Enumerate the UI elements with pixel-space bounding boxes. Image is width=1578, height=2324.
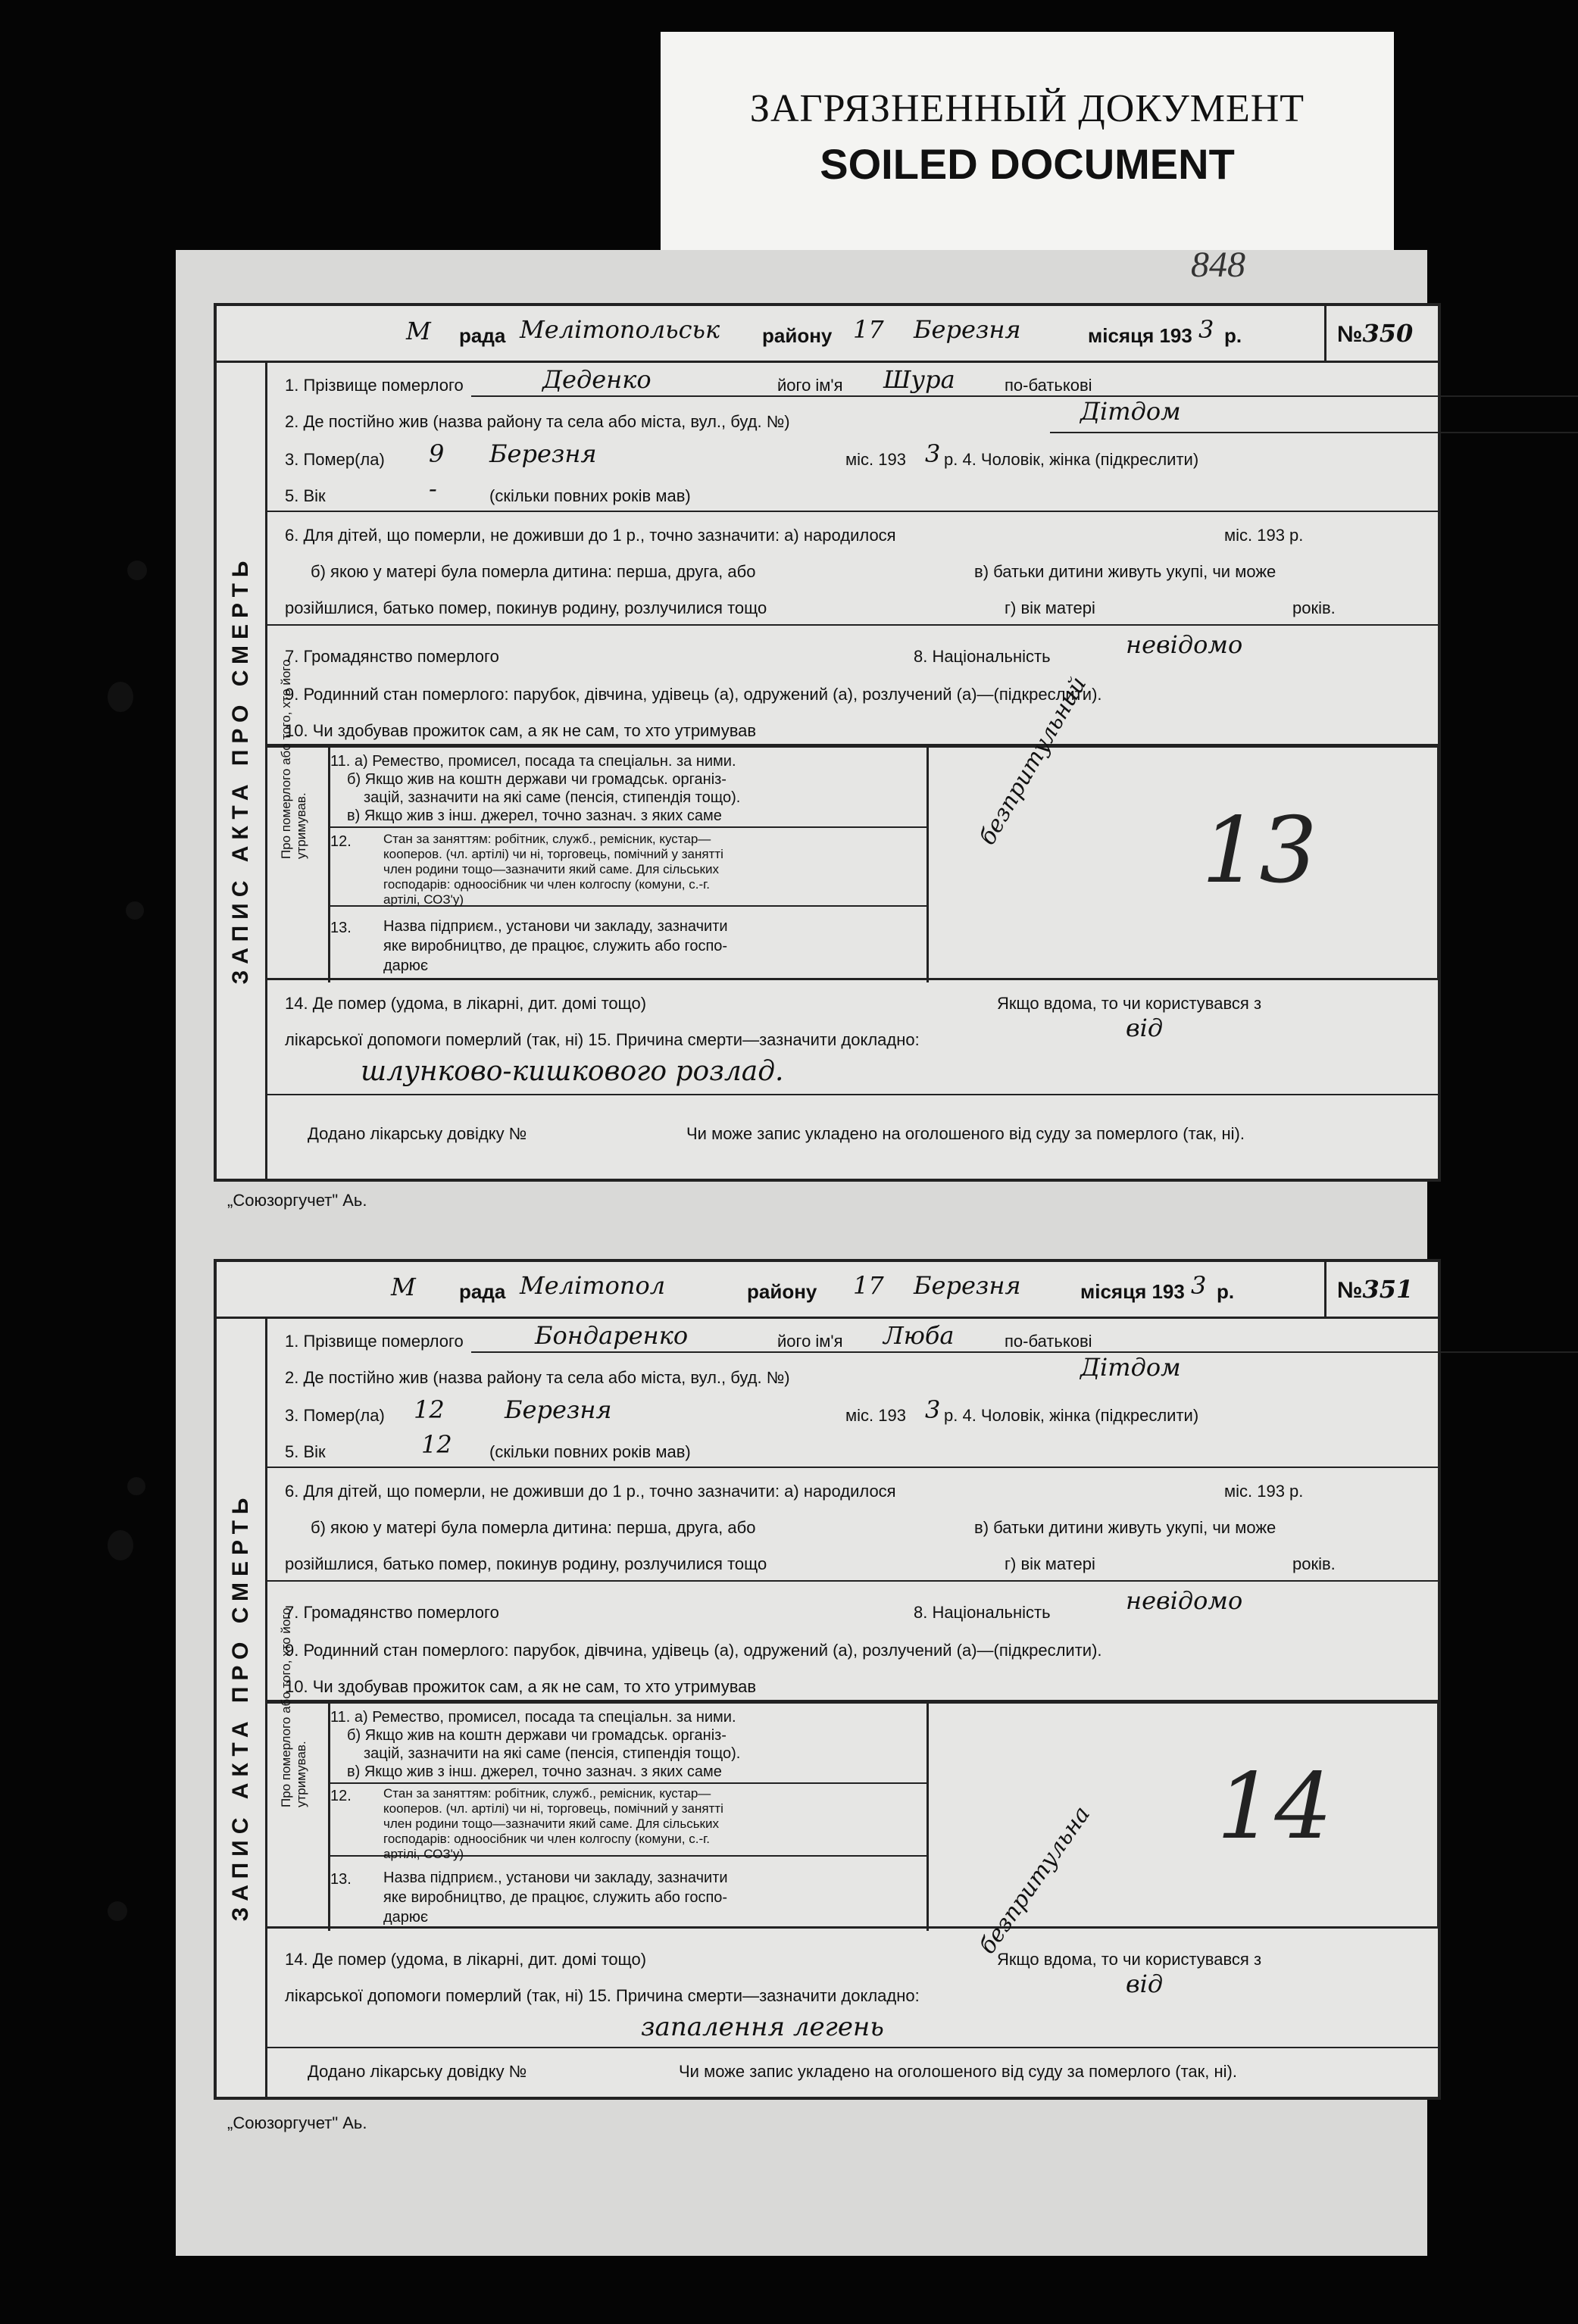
record-year-digit: 3	[1198, 315, 1214, 344]
record-number-box	[1324, 1262, 1438, 1317]
field-3-label: 3. Помер(ла)	[285, 1406, 385, 1425]
field-6c2-label: г) вік матері	[1005, 1554, 1095, 1573]
ink-blot	[108, 682, 133, 712]
footer-imprint: „Союзоргучет" Аь.	[227, 2113, 367, 2132]
field-10-label: 10. Чи здобував прожиток сам, а як не сам, то хто утримував	[285, 721, 757, 740]
field-1-name: Шура	[883, 365, 955, 394]
field-2-label: 2. Де постійно жив (назва району та села або міста, вул., буд. №)	[285, 1368, 790, 1387]
field-5b-label: (скільки повних років мав)	[489, 486, 691, 505]
form-header	[217, 306, 1438, 363]
row-divider	[328, 826, 926, 828]
sheet-number: 848	[1191, 245, 1245, 285]
field-3-day: 9	[429, 439, 445, 468]
underline	[1050, 432, 1578, 433]
dodano-label: Додано лікарську довідку №	[308, 2062, 527, 2081]
occupation-value: безпритульна	[974, 1801, 1096, 1960]
field-11d-label: в) Якщо жив з інш. джерел, точно зазнач. з яких саме	[347, 807, 722, 824]
field-6b-label: б) якою у матері була померла дитина: перша, друга, або	[311, 562, 756, 581]
dodano-label: Додано лікарську довідку №	[308, 1124, 527, 1143]
rayonu-label: району	[747, 1280, 817, 1303]
council-name: Мелітопол	[520, 1271, 666, 1300]
field-1-name: Люба	[883, 1321, 955, 1350]
field-14-label: 14. Де помер (удома, в лікарні, дит. домі тощо)	[285, 1950, 647, 1969]
field-2-residence: Дітдом	[1080, 1353, 1181, 1382]
side-title: ЗАПИС АКТА ПРО СМЕРТЬ	[228, 554, 253, 985]
field-6a2-label: міс. 193 р.	[1224, 526, 1304, 545]
field-12d-label: господарів: одноосібник чи член колгоспу (комуни, с.-г.	[383, 877, 710, 892]
field-10-label: 10. Чи здобував прожиток сам, а як не сам, то хто утримував	[285, 1677, 757, 1696]
field-1c-label: по-батькові	[1005, 376, 1092, 395]
field-14b-label: Якщо вдома, то чи користувався з	[997, 1950, 1262, 1969]
occupation-value: безпритульний	[974, 672, 1092, 850]
field-3-year: 3	[925, 1395, 941, 1424]
field-11d-label: в) Якщо жив з інш. джерел, точно зазнач. з яких саме	[347, 1763, 722, 1780]
field-6a-label: 6. Для дітей, що померли, не доживши до 1 р., точно зазначити: а) народилося	[285, 526, 896, 545]
field-12-label: 12.	[330, 1788, 352, 1804]
field-6c2-label: г) вік матері	[1005, 598, 1095, 617]
underline	[267, 511, 1441, 512]
field-1-surname: Деденко	[542, 365, 652, 394]
underline	[267, 1467, 1441, 1468]
rada-label: рада	[459, 324, 506, 347]
field-6b-label: б) якою у матері була померла дитина: перша, друга, або	[311, 1518, 756, 1537]
occupation-value-divider	[926, 1704, 929, 1931]
field-14b-label: Якщо вдома, то чи користувався з	[997, 994, 1262, 1013]
r-label: р.	[1217, 1280, 1235, 1303]
field-15-label: лікарської допомоги померлий (так, ні) 15. Причина смерти—зазначити докладно:	[285, 1030, 920, 1049]
death-record-form-350	[214, 303, 1441, 1182]
ink-blot	[127, 1477, 145, 1495]
field-5-label: 5. Вік	[285, 486, 326, 505]
field-15-cause: запалення легень	[641, 2012, 884, 2042]
field-2-label: 2. Де постійно жив (назва району та села або міста, вул., буд. №)	[285, 412, 790, 431]
field-3-month: Березня	[489, 439, 597, 468]
field-6c3-label: років.	[1292, 1554, 1336, 1573]
field-8-nationality: невідомо	[1126, 630, 1243, 659]
field-3-month: Березня	[505, 1395, 612, 1424]
field-3-label: 3. Помер(ла)	[285, 450, 385, 469]
field-11a-label: 11. а) Ремество, промисел, посада та спеціальн. за ними.	[330, 1709, 736, 1726]
field-2-residence: Дітдом	[1080, 397, 1181, 426]
record-day: 17	[853, 315, 884, 344]
field-12c-label: член родини тощо—зазначити який саме. Для сільських	[383, 862, 719, 876]
field-13c-label: дарює	[383, 957, 429, 974]
field-1b-label: його ім'я	[777, 1332, 843, 1351]
chy-label: Чи може запис укладено на оголошеного від суду за померлого (так, ні).	[679, 2062, 1237, 2081]
ink-blot	[126, 901, 144, 920]
field-5-label: 5. Вік	[285, 1442, 326, 1461]
ink-blot	[108, 1530, 133, 1560]
soiled-document-label	[661, 32, 1394, 251]
form-header	[217, 1262, 1438, 1319]
field-6c-label: розійшлися, батько помер, покинув родину, розлучилися тощо	[285, 1554, 767, 1573]
record-day: 17	[853, 1271, 884, 1300]
field-5-age: 12	[421, 1430, 452, 1459]
field-5-age: -	[429, 474, 437, 503]
record-number-box	[1324, 306, 1438, 361]
field-7-label: 7. Громадянство померлого	[285, 1603, 499, 1622]
district-prefix: М	[406, 317, 431, 345]
field-6a-label: 6. Для дітей, що померли, не доживши до 1 р., точно зазначити: а) народилося	[285, 1482, 896, 1501]
field-11a-label: 11. а) Ремество, промисел, посада та спеціальн. за ними.	[330, 753, 736, 770]
field-6c3-label: років.	[1292, 598, 1336, 617]
field-3b-label: міс. 193	[845, 1406, 906, 1425]
field-11b-label: б) Якщо жив на коштн держави чи громадськ. організ-	[347, 1727, 727, 1744]
district-prefix: М	[391, 1273, 416, 1301]
field-15-prefix: від	[1126, 1969, 1164, 1998]
record-number: 351	[1362, 1275, 1414, 1304]
field-5b-label: (скільки повних років мав)	[489, 1442, 691, 1461]
misyatsya-label: місяця 193	[1088, 324, 1192, 347]
underline	[471, 1351, 1578, 1353]
field-6a2-label: міс. 193 р.	[1224, 1482, 1304, 1501]
field-6b2-label: в) батьки дитини живуть укупі, чи може	[974, 1518, 1276, 1537]
field-1-surname: Бондаренко	[535, 1321, 689, 1350]
field-11c-label: зацій, зазначити на які саме (пенсія, стипендія тощо).	[364, 1745, 741, 1762]
r-label: р.	[1224, 324, 1242, 347]
field-12a-label: Стан за заняттям: робітник, служб., ремісник, кустар—	[383, 832, 711, 846]
field-1-label: 1. Прізвище померлого	[285, 1332, 464, 1351]
underline	[471, 395, 1578, 397]
field-6c-label: розійшлися, батько помер, покинув родину, розлучилися тощо	[285, 598, 767, 617]
field-12d-label: господарів: одноосібник чи член колгоспу (комуни, с.-г.	[383, 1832, 710, 1846]
field-13b-label: яке виробництво, де працює, служить або госпо-	[383, 1889, 728, 1906]
field-8-label: 8. Національність	[914, 647, 1051, 666]
underline	[267, 624, 1441, 626]
field-8-label: 8. Національність	[914, 1603, 1051, 1622]
field-12b-label: кооперов. (чл. артілі) чи ні, торговець, помічний у занятті	[383, 1801, 723, 1816]
field-15-label: лікарської допомоги померлий (так, ні) 15. Причина смерти—зазначити докладно:	[285, 1986, 920, 2005]
underline	[267, 1580, 1441, 1582]
field-1-label: 1. Прізвище померлого	[285, 376, 464, 395]
chy-label: Чи може запис укладено на оголошеного від суду за померлого (так, ні).	[686, 1124, 1245, 1143]
field-11c-label: зацій, зазначити на які саме (пенсія, стипендія тощо).	[364, 789, 741, 806]
misyatsya-label: місяця 193	[1080, 1280, 1185, 1303]
field-12e-label: артілі, СОЗ'у)	[383, 1847, 464, 1861]
underline	[267, 1094, 1441, 1095]
footer-imprint: „Союзоргучет" Аь.	[227, 1191, 367, 1210]
field-13a-label: Назва підприєм., установи чи закладу, зазначити	[383, 918, 728, 935]
field-3c-label: р. 4. Чоловік, жінка (підкреслити)	[944, 1406, 1199, 1425]
field-11b-label: б) Якщо жив на коштн держави чи громадськ. організ-	[347, 771, 727, 788]
field-6b2-label: в) батьки дитини живуть укупі, чи може	[974, 562, 1276, 581]
occupation-code: 13	[1201, 798, 1317, 904]
field-3-day: 12	[414, 1395, 445, 1424]
no-label: №	[1337, 322, 1363, 347]
no-label: №	[1337, 1278, 1363, 1303]
field-12-label: 12.	[330, 833, 352, 850]
field-13-label: 13.	[330, 920, 352, 936]
field-9-label: 9. Родинний стан померлого: парубок, дівчина, удівець (а), одружений (а), розлучений (а)—(підкреслити).	[285, 1641, 1102, 1660]
field-1c-label: по-батькові	[1005, 1332, 1092, 1351]
occupation-value-divider	[926, 748, 929, 982]
field-12e-label: артілі, СОЗ'у)	[383, 892, 464, 907]
occupation-side-divider	[328, 748, 330, 982]
ink-blot	[127, 561, 147, 580]
field-13-label: 13.	[330, 1871, 352, 1888]
field-3-year: 3	[925, 439, 941, 468]
record-year-digit: 3	[1191, 1271, 1207, 1300]
field-13a-label: Назва підприєм., установи чи закладу, зазначити	[383, 1870, 728, 1886]
record-number: 350	[1362, 319, 1414, 348]
occupation-code: 14	[1217, 1754, 1333, 1860]
occupation-side-divider	[328, 1704, 330, 1931]
death-record-form-351	[214, 1259, 1441, 2100]
field-1b-label: його ім'я	[777, 376, 843, 395]
field-13b-label: яке виробництво, де працює, служить або госпо-	[383, 938, 728, 954]
field-7-label: 7. Громадянство померлого	[285, 647, 499, 666]
side-title-column	[217, 1317, 267, 2097]
side-title-column	[217, 361, 267, 1179]
field-8-nationality: невідомо	[1126, 1586, 1243, 1615]
rayonu-label: району	[762, 324, 833, 347]
rada-label: рада	[459, 1280, 506, 1303]
row-divider	[328, 1782, 926, 1784]
underline	[267, 2047, 1441, 2048]
field-13c-label: дарює	[383, 1909, 429, 1926]
occupation-side-label: Про померлого або того, хто його утримував.	[279, 1607, 308, 1807]
record-month: Березня	[914, 1271, 1021, 1300]
record-month: Березня	[914, 315, 1021, 344]
field-15-prefix: від	[1126, 1014, 1164, 1042]
field-12a-label: Стан за заняттям: робітник, служб., ремісник, кустар—	[383, 1786, 711, 1801]
field-14-label: 14. Де помер (удома, в лікарні, дит. домі тощо)	[285, 994, 647, 1013]
field-12c-label: член родини тощо—зазначити який саме. Для сільських	[383, 1816, 719, 1831]
field-12b-label: кооперов. (чл. артілі) чи ні, торговець, помічний у занятті	[383, 847, 723, 861]
label-english: SOILED DOCUMENT	[820, 140, 1235, 188]
field-3c-label: р. 4. Чоловік, жінка (підкреслити)	[944, 450, 1199, 469]
field-9-label: 9. Родинний стан померлого: парубок, дівчина, удівець (а), одружений (а), розлучений (а)—(підкреслити).	[285, 685, 1102, 704]
occupation-side-label: Про померлого або того, хто його утримував.	[279, 659, 308, 859]
side-title: ЗАПИС АКТА ПРО СМЕРТЬ	[228, 1492, 253, 1922]
label-russian: ЗАГРЯЗНЕННЫЙ ДОКУМЕНТ	[749, 87, 1305, 130]
field-15-cause: шлунково-кишкового розлад.	[361, 1056, 784, 1087]
ink-blot	[108, 1901, 127, 1921]
field-3b-label: міс. 193	[845, 450, 906, 469]
council-name: Мелітопольськ	[520, 315, 720, 344]
